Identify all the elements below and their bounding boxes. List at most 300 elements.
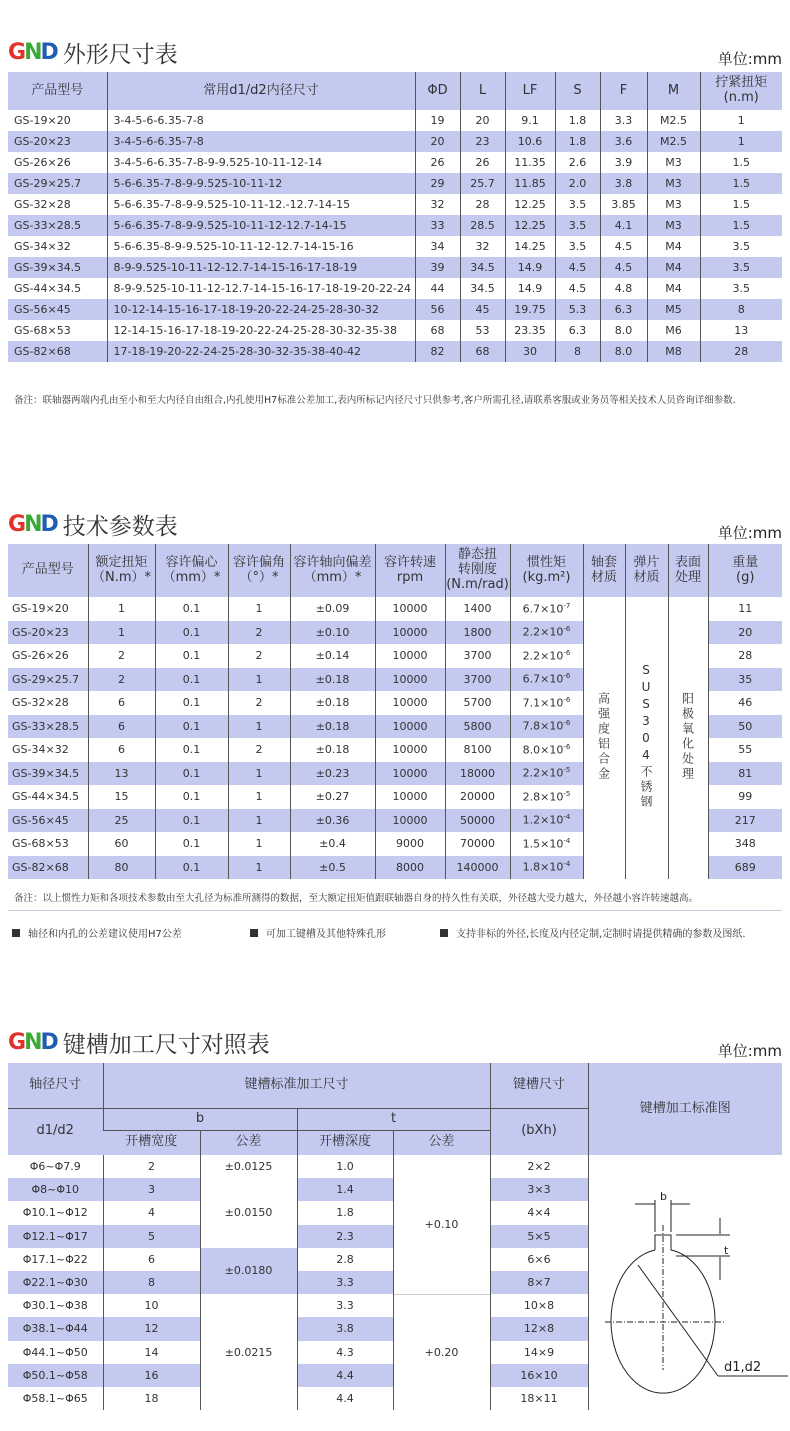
- times-ten: ×10: [540, 837, 564, 851]
- table-cell: 3.8: [297, 1317, 393, 1340]
- table-cell: 1: [88, 621, 155, 645]
- table-cell: Φ30.1~Φ38: [22, 1299, 88, 1313]
- table-cell: 13: [700, 320, 782, 341]
- table-cell: 68: [415, 320, 460, 341]
- column-header: 产品型号: [8, 544, 88, 597]
- unit-label: 单位:mm: [717, 50, 782, 68]
- table-cell: 80: [88, 856, 155, 880]
- table-cell: 20: [460, 110, 505, 131]
- bullet-note: 轴径和内孔的公差建议使用H7公差: [12, 925, 182, 940]
- header-std: 键槽标准加工尺寸: [103, 1063, 490, 1108]
- table-cell: 28.5: [460, 215, 505, 236]
- times-ten: ×10: [540, 767, 564, 781]
- column-header: 常用d1/d2内径尺寸: [107, 72, 415, 110]
- header-ttol: 公差: [393, 1130, 490, 1155]
- table-cell: 1: [228, 715, 290, 739]
- table-cell: 2: [88, 668, 155, 692]
- table-cell: 23.35: [505, 320, 555, 341]
- table-cell: 9.1: [505, 110, 555, 131]
- table-cell: 5×5: [490, 1225, 588, 1248]
- header-fig: 键槽加工标准图: [588, 1063, 782, 1155]
- table-cell: 4.5: [600, 257, 647, 278]
- table-cell: 1: [228, 832, 290, 856]
- table-cell: 25.7: [460, 173, 505, 194]
- table-cell: M4: [647, 278, 700, 299]
- column-header: 容许偏角 （°）*: [228, 544, 290, 597]
- table-cell: 14.9: [505, 278, 555, 299]
- table-cell: 4.3: [297, 1341, 393, 1364]
- table-cell: 4.4: [297, 1387, 393, 1410]
- table-cell: 2: [88, 644, 155, 668]
- column-header: 容许偏心 （mm）*: [155, 544, 228, 597]
- table-cell: 3.5: [555, 236, 600, 257]
- table-cell: 50000: [445, 809, 510, 833]
- table-cell: GS-44×34.5: [14, 282, 82, 295]
- header-bw: 开槽宽度: [103, 1130, 200, 1155]
- table-row: [8, 194, 782, 215]
- table-cell: 8×7: [490, 1271, 588, 1294]
- table-cell: 3.6: [600, 131, 647, 152]
- table-row: [8, 299, 782, 320]
- table-cell: 10000: [375, 644, 445, 668]
- inertia-cell: [510, 856, 583, 880]
- table-cell: 10000: [375, 597, 445, 621]
- table-cell: 9000: [375, 832, 445, 856]
- table-cell: 35: [708, 668, 782, 692]
- tolerance-cell: +0.20: [393, 1294, 490, 1410]
- inertia-cell: [510, 738, 583, 762]
- table-cell: 5-6-6.35-7-8-9-9.525-10-11-12.-12.7-14-15: [107, 194, 415, 215]
- tolerance-cell: ±0.0150: [200, 1178, 297, 1248]
- inertia-exponent: -6: [563, 695, 571, 704]
- table-cell: 14.9: [505, 257, 555, 278]
- table-cell: GS-32×28: [12, 696, 69, 710]
- table-cell: 3: [103, 1178, 200, 1201]
- table-cell: 2: [228, 621, 290, 645]
- table-cell: 5-6-6.35-7-8-9-9.525-10-11-12: [107, 173, 415, 194]
- table-cell: ±0.09: [290, 597, 375, 621]
- table-cell: 81: [708, 762, 782, 786]
- column-header: 产品型号: [8, 72, 107, 110]
- table-cell: 5-6-6.35-8-9-9.525-10-11-12-12.7-14-15-16: [107, 236, 415, 257]
- table-cell: 0.1: [155, 809, 228, 833]
- table-cell: GS-56×45: [8, 299, 107, 320]
- table-cell: 0.1: [155, 668, 228, 692]
- table-cell: 5: [103, 1225, 200, 1248]
- table-cell: GS-39×34.5: [8, 762, 88, 786]
- table-cell: 10: [103, 1294, 200, 1317]
- table-cell: 20: [708, 621, 782, 645]
- tech-note: 备注：以上惯性力矩和各项技术参数由至大孔径为标准所测得的数据，至大额定扭矩值跟联轴器自身的持久性有关联，外径越大受力越大，外径越小容许转速越高。: [14, 893, 699, 904]
- gnd-logo: G N D: [8, 40, 57, 65]
- bullet-note: 支持非标的外径,长度及内径定制,定制时请提供精确的参数及图纸.: [440, 925, 746, 940]
- table-cell: ±0.27: [290, 785, 375, 809]
- table-cell: 1: [228, 856, 290, 880]
- table-cell: 16: [103, 1364, 200, 1387]
- inertia-cell: [510, 809, 583, 833]
- column-header: 容许轴向偏差 （mm）*: [290, 544, 375, 597]
- inertia-exponent: -6: [563, 719, 571, 728]
- table-cell: 2.6: [555, 152, 600, 173]
- section-title-tech: [8, 508, 178, 541]
- table-cell: 3×3: [490, 1178, 588, 1201]
- table-cell: 10×8: [490, 1294, 588, 1317]
- table-cell: 3.5: [700, 278, 782, 299]
- inertia-cell: [510, 668, 583, 692]
- table-cell: 1.5: [700, 194, 782, 215]
- table-cell: GS-56×45: [8, 809, 88, 833]
- table-cell: 3700: [445, 644, 510, 668]
- table-cell: GS-33×28.5: [8, 215, 107, 236]
- column-header: S: [555, 72, 600, 110]
- tech-params-table: [8, 544, 782, 879]
- times-ten: ×10: [540, 696, 564, 710]
- table-cell: 10.6: [505, 131, 555, 152]
- table-cell: 12×8: [490, 1317, 588, 1340]
- table-cell: 53: [460, 320, 505, 341]
- table-cell: GS-20×23: [8, 621, 88, 645]
- header-btol: 公差: [200, 1130, 297, 1155]
- material-cell: [583, 597, 625, 879]
- table-cell: 8: [555, 341, 600, 362]
- tolerance-cell: +0.10: [393, 1155, 490, 1294]
- table-cell: 0.1: [155, 762, 228, 786]
- table-cell: 689: [708, 856, 782, 880]
- inertia-cell: [510, 691, 583, 715]
- inertia-mantissa: 7.1: [522, 696, 541, 710]
- table-cell: 32: [460, 236, 505, 257]
- table-cell: 11.85: [505, 173, 555, 194]
- inertia-mantissa: 7.8: [522, 720, 541, 734]
- table-cell: 10000: [375, 738, 445, 762]
- table-cell: GS-68×53: [12, 837, 69, 851]
- table-cell: M3: [647, 152, 700, 173]
- table-cell: GS-82×68: [8, 856, 88, 880]
- table-cell: M2.5: [647, 110, 700, 131]
- table-cell: 44: [415, 278, 460, 299]
- column-header: 容许转速 rpm: [375, 544, 445, 597]
- header-t: t: [297, 1108, 490, 1130]
- table-cell: 2: [228, 644, 290, 668]
- table-cell: ±0.4: [290, 832, 375, 856]
- table-cell: 0.1: [155, 691, 228, 715]
- table-cell: 10000: [375, 621, 445, 645]
- table-cell: 17-18-19-20-22-24-25-28-30-32-35-38-40-42: [107, 341, 415, 362]
- table-cell: 4.4: [297, 1364, 393, 1387]
- table-cell: 8: [700, 299, 782, 320]
- table-cell: 3-4-5-6-6.35-7-8: [107, 110, 415, 131]
- table-cell: 12: [103, 1317, 200, 1340]
- inertia-cell: [510, 621, 583, 645]
- inertia-exponent: -5: [563, 789, 571, 798]
- table-cell: 15: [88, 785, 155, 809]
- table-cell: 1: [228, 597, 290, 621]
- table-cell: 1.5: [700, 215, 782, 236]
- table-cell: 12.25: [505, 215, 555, 236]
- table-cell: 5700: [445, 691, 510, 715]
- table-cell: 3.5: [555, 215, 600, 236]
- table-cell: 1.8: [555, 131, 600, 152]
- table-cell: 4.8: [600, 278, 647, 299]
- table-cell: 10-12-14-15-16-17-18-19-20-22-24-25-28-30-32: [107, 299, 415, 320]
- table-cell: 1: [700, 131, 782, 152]
- table-cell: ±0.18: [290, 668, 375, 692]
- table-cell: 34.5: [460, 257, 505, 278]
- table-cell: 3.85: [600, 194, 647, 215]
- table-cell: 0.1: [155, 738, 228, 762]
- header-key: 键槽尺寸: [490, 1063, 588, 1108]
- tolerance-cell: ±0.0180: [200, 1248, 297, 1294]
- table-cell: 23: [460, 131, 505, 152]
- table-cell: 3.3: [297, 1294, 393, 1317]
- column-header: 重量 (g): [708, 544, 782, 597]
- table-cell: M2.5: [647, 131, 700, 152]
- times-ten: ×10: [540, 790, 564, 804]
- table-cell: GS-26×26: [14, 156, 71, 169]
- inertia-exponent: -6: [563, 742, 571, 751]
- table-cell: 8-9-9.525-10-11-12-12.7-14-15-16-17-18-19: [107, 257, 415, 278]
- table-cell: 3.5: [700, 236, 782, 257]
- divider: [8, 910, 782, 911]
- table-cell: 28: [700, 341, 782, 362]
- table-cell: Φ6~Φ7.9: [29, 1160, 81, 1174]
- inertia-cell: [510, 715, 583, 739]
- table-cell: 82: [415, 341, 460, 362]
- table-row: [8, 278, 782, 299]
- table-cell: 4.5: [555, 278, 600, 299]
- table-cell: 1800: [445, 621, 510, 645]
- table-cell: 19.75: [505, 299, 555, 320]
- table-cell: 8.0: [600, 341, 647, 362]
- table-row: [8, 597, 782, 621]
- table-cell: GS-29×25.7: [8, 668, 88, 692]
- table-cell: 3.9: [600, 152, 647, 173]
- table-cell: GS-82×68: [8, 341, 107, 362]
- table-cell: 28: [708, 644, 782, 668]
- column-header: 弹片 材质: [625, 544, 668, 597]
- table-cell: 0.1: [155, 715, 228, 739]
- table-cell: 25: [88, 809, 155, 833]
- inertia-mantissa: 1.5: [522, 837, 541, 851]
- title-text: 外形尺寸表: [62, 42, 178, 68]
- table-cell: M3: [647, 173, 700, 194]
- table-cell: 18: [103, 1387, 200, 1410]
- table-row: [8, 173, 782, 194]
- table-cell: 8000: [375, 856, 445, 880]
- table-cell: 46: [708, 691, 782, 715]
- dimensions-table: [8, 72, 782, 362]
- label-b: b: [660, 1190, 667, 1203]
- table-cell: 4: [103, 1201, 200, 1224]
- section-title-keyway: [8, 1026, 270, 1059]
- table-cell: Φ10.1~Φ12: [22, 1206, 88, 1220]
- table-cell: 10000: [375, 762, 445, 786]
- section-title-dimensions: [8, 36, 178, 69]
- table-cell: 1: [228, 762, 290, 786]
- unit-label: 单位:mm: [717, 1042, 782, 1060]
- table-cell: 6.3: [555, 320, 600, 341]
- table-cell: Φ58.1~Φ65: [22, 1391, 88, 1405]
- table-cell: 3.3: [297, 1271, 393, 1294]
- table-cell: 0.1: [155, 856, 228, 880]
- table-cell: 3.3: [600, 110, 647, 131]
- table-cell: 6.3: [600, 299, 647, 320]
- table-cell: Φ38.1~Φ44: [8, 1317, 103, 1340]
- table-row: [8, 236, 782, 257]
- table-cell: 4.5: [600, 236, 647, 257]
- table-row: [8, 320, 782, 341]
- times-ten: ×10: [540, 720, 564, 734]
- table-cell: GS-68×53: [14, 324, 71, 337]
- table-cell: 1.4: [297, 1178, 393, 1201]
- inertia-exponent: -6: [563, 625, 571, 634]
- table-cell: 0.1: [155, 621, 228, 645]
- table-cell: 55: [708, 738, 782, 762]
- inertia-mantissa: 8.0: [522, 743, 541, 757]
- times-ten: ×10: [540, 626, 564, 640]
- table-cell: GS-26×26: [12, 649, 69, 663]
- column-header: L: [460, 72, 505, 110]
- dimensions-note: 备注：联轴器两端内孔由至小和至大内径自由组合,内孔使用H7标准公差加工,表内所标记内径尺寸只供参考,客户所需孔径,请联系客服或业务员等相关技术人员咨询详细参数.: [14, 395, 736, 406]
- table-cell: 4.1: [600, 215, 647, 236]
- table-cell: 4.5: [555, 257, 600, 278]
- table-cell: ±0.5: [290, 856, 375, 880]
- table-cell: Φ22.1~Φ30: [8, 1271, 103, 1294]
- times-ten: ×10: [540, 602, 564, 616]
- inertia-mantissa: 6.7: [522, 673, 541, 687]
- label-t: t: [724, 1244, 729, 1257]
- header-b: b: [103, 1108, 297, 1130]
- table-cell: 0.1: [155, 832, 228, 856]
- column-header: M: [647, 72, 700, 110]
- inertia-cell: [510, 832, 583, 856]
- inertia-exponent: -4: [563, 813, 571, 822]
- table-cell: M5: [647, 299, 700, 320]
- table-cell: ±0.36: [290, 809, 375, 833]
- table-cell: 70000: [445, 832, 510, 856]
- table-cell: M4: [647, 257, 700, 278]
- table-cell: 14.25: [505, 236, 555, 257]
- table-cell: 34: [415, 236, 460, 257]
- table-cell: GS-39×34.5: [8, 257, 107, 278]
- gnd-logo: G N D: [8, 1030, 57, 1055]
- table-cell: 2: [103, 1155, 200, 1178]
- table-cell: 8100: [445, 738, 510, 762]
- table-row: [8, 215, 782, 236]
- table-cell: 14: [103, 1341, 200, 1364]
- title-text: 键槽加工尺寸对照表: [62, 1032, 270, 1058]
- table-cell: 1.8: [555, 110, 600, 131]
- table-cell: 348: [708, 832, 782, 856]
- table-cell: 1.8: [297, 1201, 393, 1224]
- table-cell: 217: [708, 809, 782, 833]
- table-cell: M3: [647, 194, 700, 215]
- table-cell: 16×10: [490, 1364, 588, 1387]
- table-cell: GS-19×20: [12, 602, 69, 616]
- table-cell: 1: [88, 597, 155, 621]
- column-header: 静态扭 转刚度 (N.m/rad): [445, 544, 510, 597]
- table-cell: 10000: [375, 691, 445, 715]
- table-cell: Φ44.1~Φ50: [22, 1345, 88, 1359]
- table-cell: 33: [415, 215, 460, 236]
- table-cell: GS-29×25.7: [8, 173, 107, 194]
- table-cell: 30: [505, 341, 555, 362]
- table-cell: 5800: [445, 715, 510, 739]
- tolerance-cell: ±0.0215: [200, 1294, 297, 1410]
- times-ten: ×10: [540, 814, 564, 828]
- table-cell: 3.5: [555, 194, 600, 215]
- table-cell: ±0.18: [290, 691, 375, 715]
- table-cell: 45: [460, 299, 505, 320]
- table-cell: 29: [415, 173, 460, 194]
- times-ten: ×10: [540, 673, 564, 687]
- table-cell: 1.5: [700, 173, 782, 194]
- table-cell: 2: [228, 738, 290, 762]
- table-row: [8, 341, 782, 362]
- table-cell: M3: [647, 215, 700, 236]
- table-cell: 6: [88, 738, 155, 762]
- table-cell: 2.8: [297, 1248, 393, 1271]
- table-cell: 14×9: [490, 1341, 588, 1364]
- label-d: d1,d2: [724, 1360, 762, 1375]
- table-cell: 26: [415, 152, 460, 173]
- inertia-cell: [510, 762, 583, 786]
- column-header: ΦD: [415, 72, 460, 110]
- table-row: [8, 257, 782, 278]
- table-cell: 2.3: [297, 1225, 393, 1248]
- table-cell: 8-9-9.525-10-11-12-12.7-14-15-16-17-18-19-20-22-24: [107, 278, 415, 299]
- table-cell: 20: [415, 131, 460, 152]
- table-cell: M8: [647, 341, 700, 362]
- inertia-exponent: -6: [563, 648, 571, 657]
- table-cell: 10000: [375, 785, 445, 809]
- column-header: 额定扭矩 （N.m）*: [88, 544, 155, 597]
- header-d: d1/d2: [8, 1108, 103, 1155]
- table-cell: 2: [228, 691, 290, 715]
- inertia-exponent: -4: [563, 836, 571, 845]
- table-cell: 60: [88, 832, 155, 856]
- table-cell: 6: [103, 1248, 200, 1271]
- table-cell: 1400: [445, 597, 510, 621]
- table-cell: 56: [415, 299, 460, 320]
- inertia-mantissa: 2.2: [522, 626, 541, 640]
- times-ten: ×10: [540, 743, 564, 757]
- table-cell: ±0.18: [290, 715, 375, 739]
- table-cell: 1.5: [700, 152, 782, 173]
- table-cell: 1.0: [297, 1155, 393, 1178]
- table-cell: 12-14-15-16-17-18-19-20-22-24-25-28-30-32-35-38: [107, 320, 415, 341]
- table-cell: 18×11: [490, 1387, 588, 1410]
- table-cell: 3.8: [600, 173, 647, 194]
- times-ten: ×10: [540, 649, 564, 663]
- table-cell: 10000: [375, 809, 445, 833]
- table-cell: 13: [88, 762, 155, 786]
- table-cell: 0.1: [155, 785, 228, 809]
- unit-label: 单位:mm: [717, 524, 782, 542]
- table-cell: 140000: [445, 856, 510, 880]
- table-cell: 1: [228, 668, 290, 692]
- table-cell: 2.0: [555, 173, 600, 194]
- header-shaft: 轴径尺寸: [8, 1063, 103, 1108]
- header-td: 开槽深度: [297, 1130, 393, 1155]
- table-cell: Φ8~Φ10: [8, 1178, 103, 1201]
- table-cell: Φ50.1~Φ58: [8, 1364, 103, 1387]
- table-row: [8, 110, 782, 131]
- table-cell: 99: [708, 785, 782, 809]
- material-cell: [625, 597, 668, 879]
- header-bxh: (bXh): [490, 1108, 588, 1155]
- table-cell: 1: [700, 110, 782, 131]
